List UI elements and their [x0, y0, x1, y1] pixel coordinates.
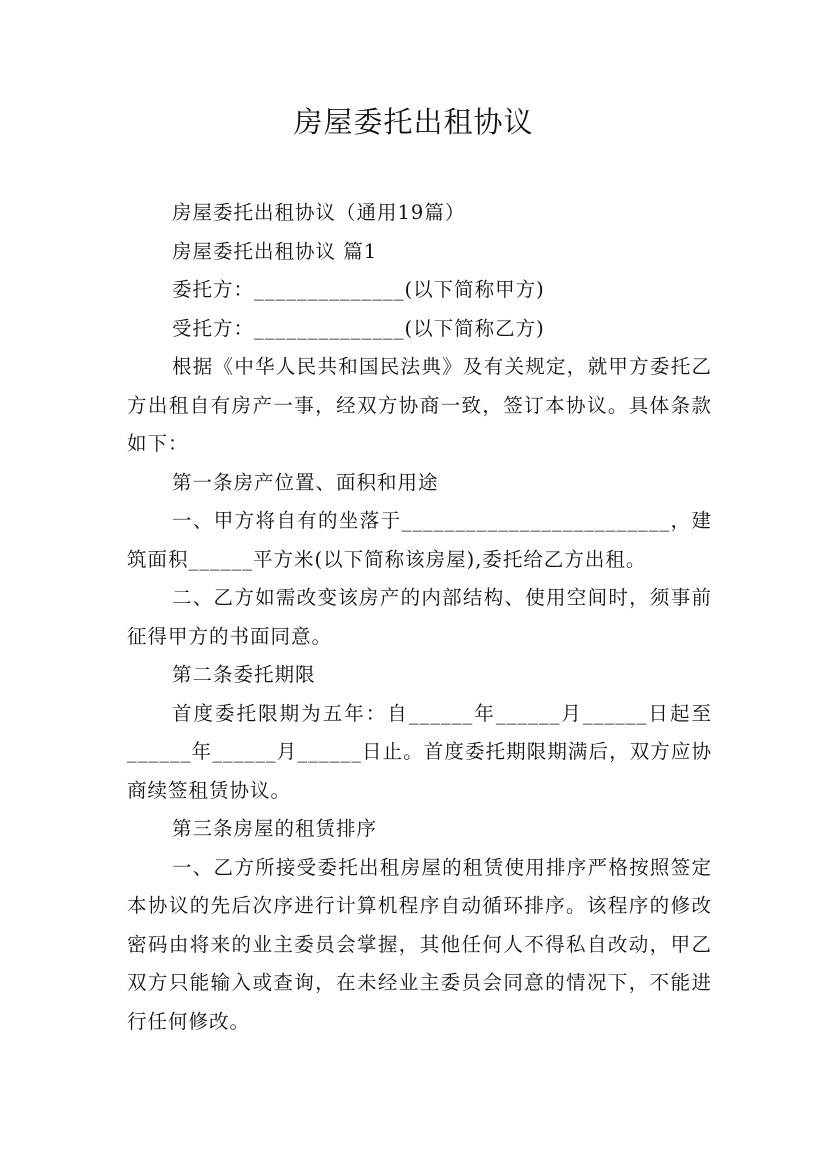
subtitle-paragraph: 房屋委托出租协议（通用19篇） — [172, 201, 466, 224]
agent-party-line: 受托方：______________(以下简称乙方) — [172, 316, 545, 340]
article-heading: 第三条房屋的租赁排序 — [172, 817, 378, 840]
preamble-paragraph: 根据《中华人民共和国民法典》及有关规定，就甲方委托乙方出租自有房产一事，经双方协商一致，签订本协议。具体条款如下： — [127, 355, 712, 455]
document-body — [127, 194, 712, 1041]
section-heading: 房屋委托出租协议 篇1 — [172, 239, 378, 263]
article-clause: 一、甲方将自有的坐落于_________________________，建筑面积______平方米(以下简称该房屋),委托给乙方出租。 — [127, 509, 712, 571]
principal-party-line: 委托方：______________(以下简称甲方) — [172, 278, 545, 301]
document-title: 房屋委托出租协议 — [293, 105, 534, 139]
article-heading: 第一条房产位置、面积和用途 — [172, 470, 439, 494]
article-heading: 第二条委托期限 — [172, 663, 316, 686]
article-clause: 首度委托限期为五年：自______年______月______日起至______年______月______日止。首度委托期限期满后，双方应协商续签租赁协议。 — [127, 701, 712, 802]
article-clause: 一、乙方所接受委托出租房屋的租赁使用排序严格按照签定本协议的先后次序进行计算机程序自动循环排序。该程序的修改密码由将来的业主委员会掌握，其他任何人不得私自改动，甲乙双方只能输入或查询，在未经业主委员会同意的情况下，不能进行任何修改。 — [127, 855, 712, 1033]
article-clause: 二、乙方如需改变该房产的内部结构、使用空间时，须事前征得甲方的书面同意。 — [127, 586, 712, 648]
